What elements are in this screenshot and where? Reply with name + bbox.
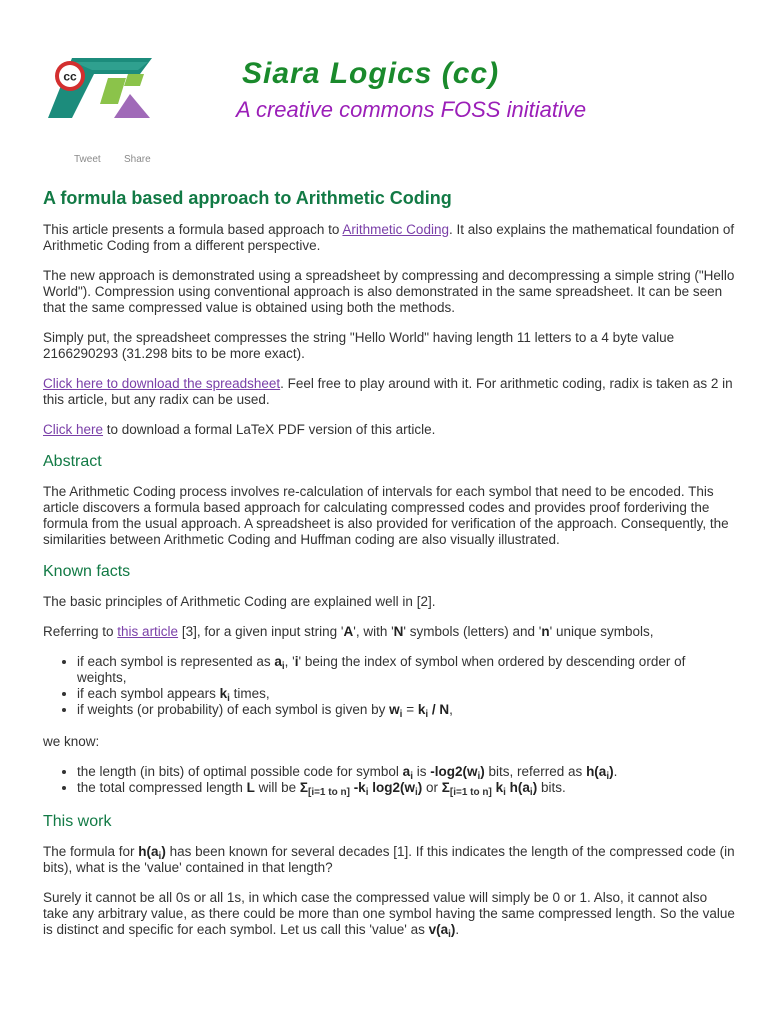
site-subtitle: A creative commons FOSS initiative bbox=[236, 97, 587, 122]
known-results-list bbox=[43, 764, 735, 796]
intro-paragraph-1: This article presents a formula based approach to Arithmetic Coding. It also explains the mathematical foundation of Arithmetic Coding from a different perspective. bbox=[43, 222, 735, 253]
download-pdf-link[interactable]: Click here bbox=[43, 422, 104, 437]
known-facts-paragraph-1: The basic principles of Arithmetic Coding are explained well in [2]. bbox=[43, 594, 436, 609]
siara-logo-icon bbox=[44, 52, 158, 124]
list-item: • if weights (or probability) of each symbol is given by $w_i = k_i / N$, bbox=[77, 702, 735, 718]
abstract-heading: Abstract bbox=[43, 453, 102, 470]
download-spreadsheet-paragraph: Click here to download the spreadsheet. Feel free to play around with it. For arithmetic coding, radix is taken as 2 in this article, but any radix can be used. bbox=[43, 376, 733, 407]
we-know-text: we know: bbox=[43, 734, 100, 749]
download-spreadsheet-link[interactable]: Click here to download the spreadsheet bbox=[43, 376, 281, 391]
article-body bbox=[43, 186, 735, 952]
tweet-button[interactable]: Tweet bbox=[74, 154, 101, 165]
site-title: Siara Logics (cc) bbox=[242, 57, 500, 90]
arithmetic-coding-link[interactable]: Arithmetic Coding bbox=[342, 222, 449, 237]
this-article-link[interactable]: this article bbox=[117, 624, 179, 639]
list-item: • if each symbol appears $k_i$ times, bbox=[77, 686, 735, 702]
download-pdf-paragraph: Click here to download a formal LaTeX PDF version of this article. bbox=[43, 422, 436, 437]
known-facts-heading: Known facts bbox=[43, 563, 131, 580]
this-work-paragraph-2: Surely it cannot be all 0s or all 1s, in which case the compressed value will simply be 0 or 1. Also, it cannot also take any arbitrary value, as there could be more than one symbol having the same compressed length. So the value is distinct and specific for each symbol. Let us call this 'value' as $v(a_i)$. bbox=[43, 890, 735, 940]
logo-cc-text: cc bbox=[63, 69, 77, 84]
definitions-list bbox=[43, 654, 735, 718]
this-work-heading: This work bbox=[43, 813, 112, 830]
known-facts-paragraph-2: Referring to this article [3], for a given input string 'A', with 'N' symbols (letters) and 'n' unique symbols, bbox=[43, 624, 654, 639]
intro-paragraph-3: Simply put, the spreadsheet compresses the string "Hello World" having length 11 letters to a 4 byte value 2166290293 (31.298 bits to be more exact). bbox=[43, 330, 675, 361]
list-item: • the length (in bits) of optimal possible code for symbol $a_i$ is $-\log 2(w_i)$ bits, referred as $h(a_i)$. bbox=[77, 764, 735, 780]
article-title: A formula based approach to Arithmetic Coding bbox=[43, 188, 452, 208]
site-header bbox=[0, 0, 768, 140]
list-item: • the total compressed length L will be $\Sigma_{[i=1 to n]}$ $-k_i$ $\log 2(w_i)$ or $\Sigma_{[i=1 to n]}$ $k_i$ $h(a_i)$ bits. bbox=[77, 780, 735, 796]
abstract-text: The Arithmetic Coding process involves re-calculation of intervals for each symbol that need to be encoded. This article discovers a formula based approach for calculating compressed codes and provides proof forderiving the formula from the usual approach. A spreadsheet is also provided for verification of the approach. Consequently, the similarities between Arithmetic Coding and Huffman coding are also visually illustrated. bbox=[43, 484, 729, 547]
share-button[interactable]: Share bbox=[124, 154, 151, 165]
this-work-paragraph-1: The formula for $h(a_i)$ has been known for several decades [1]. If this indicates the length of the compressed code (in bits), what is the 'value' contained in that length? bbox=[43, 844, 735, 875]
list-item: • if each symbol is represented as $a_i$, 'i' being the index of symbol when ordered by descending order of weights, bbox=[77, 654, 735, 686]
intro-paragraph-2: The new approach is demonstrated using a spreadsheet by compressing and decompressing a simple string ("Hello World"). Compression using conventional approach is also demonstrated in the same spreadsheet. It can be seen that the same compressed value is obtained using both the methods. bbox=[43, 268, 735, 315]
